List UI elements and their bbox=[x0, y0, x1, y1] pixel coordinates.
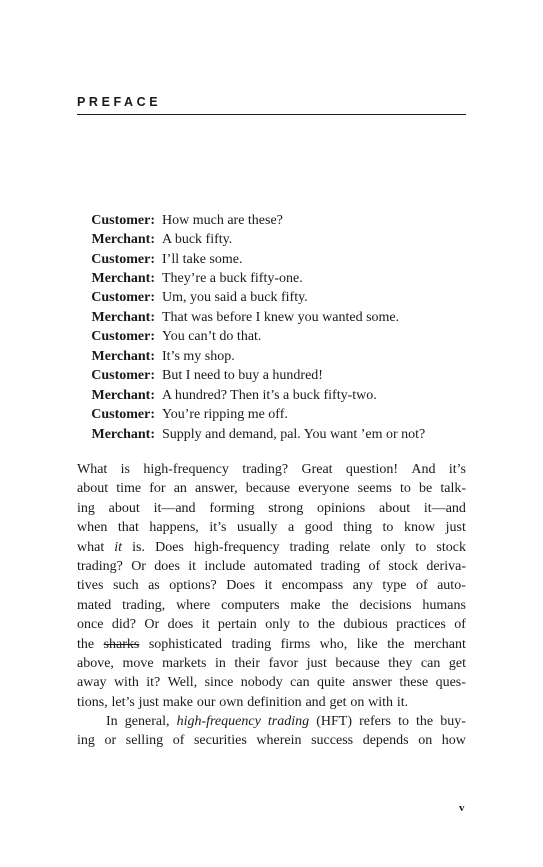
word: pertain bbox=[217, 617, 257, 633]
word: above, bbox=[77, 655, 114, 671]
dialogue-block bbox=[77, 211, 477, 444]
dialogue-line bbox=[77, 211, 477, 230]
word: it bbox=[264, 578, 273, 594]
word: for bbox=[149, 481, 166, 497]
word: options? bbox=[169, 578, 217, 594]
word: good bbox=[304, 520, 333, 536]
text-line bbox=[77, 576, 466, 595]
word: securities bbox=[193, 733, 247, 749]
word: relate bbox=[339, 539, 371, 555]
word: once bbox=[77, 617, 104, 633]
word: as bbox=[148, 578, 160, 594]
word: it’s bbox=[448, 462, 466, 477]
word: the bbox=[77, 636, 95, 652]
word: it bbox=[201, 617, 210, 633]
word: trading, bbox=[122, 597, 166, 613]
word: seems bbox=[357, 481, 392, 497]
dialogue-speaker: Merchant: bbox=[91, 387, 155, 403]
word: these bbox=[399, 675, 429, 691]
word: their bbox=[234, 655, 261, 671]
body-text bbox=[77, 460, 466, 751]
word: refers bbox=[359, 714, 391, 730]
dialogue-line bbox=[77, 367, 477, 386]
dialogue-text: You’re ripping me off. bbox=[162, 407, 288, 423]
word: deriva- bbox=[426, 558, 466, 574]
text-line bbox=[77, 731, 466, 750]
word: buy- bbox=[440, 714, 466, 730]
word: high-frequency bbox=[193, 539, 280, 555]
word: include bbox=[204, 558, 246, 574]
word: it? bbox=[146, 675, 161, 691]
dialogue-line bbox=[77, 308, 477, 327]
word: (HFT) bbox=[316, 714, 352, 730]
word: happens, bbox=[149, 520, 199, 536]
word: to bbox=[382, 520, 394, 536]
text-line bbox=[77, 538, 466, 557]
dialogue-text: It’s my shop. bbox=[162, 348, 235, 364]
word: who, bbox=[319, 636, 348, 652]
word: What bbox=[77, 462, 108, 477]
word: is bbox=[120, 462, 131, 477]
word: mated bbox=[77, 597, 112, 613]
word: the bbox=[416, 714, 434, 730]
word: forming bbox=[209, 500, 255, 516]
word: make bbox=[162, 694, 194, 710]
word: let’s bbox=[111, 694, 135, 710]
word: how bbox=[441, 733, 466, 749]
word: it. bbox=[396, 694, 409, 710]
word: ing bbox=[77, 733, 95, 749]
word: ing bbox=[77, 500, 95, 516]
word: to bbox=[398, 714, 409, 730]
word: auto- bbox=[437, 578, 466, 594]
word: just bbox=[138, 694, 159, 710]
word: ques- bbox=[435, 675, 466, 691]
word: only bbox=[380, 539, 406, 555]
word: it bbox=[188, 558, 197, 574]
word: time bbox=[116, 481, 142, 497]
dialogue-text: Um, you said a buck fifty. bbox=[162, 290, 308, 306]
word: In bbox=[106, 714, 118, 730]
word: computers bbox=[221, 597, 280, 613]
word: only bbox=[265, 617, 291, 633]
word: markets bbox=[162, 655, 207, 671]
dialogue-speaker: Customer: bbox=[91, 407, 155, 423]
word: with bbox=[368, 694, 394, 710]
word: of bbox=[415, 578, 428, 594]
word: Or bbox=[144, 617, 160, 633]
word: of bbox=[368, 558, 381, 574]
word: that bbox=[117, 520, 139, 536]
dialogue-line bbox=[77, 328, 477, 347]
text-line bbox=[77, 673, 466, 692]
word: talk- bbox=[440, 481, 466, 497]
word: it’s bbox=[209, 520, 227, 536]
word: dubious bbox=[343, 617, 388, 633]
word: encompass bbox=[281, 578, 344, 594]
word: trading bbox=[289, 539, 330, 555]
text-line bbox=[77, 557, 466, 576]
word: Does bbox=[155, 539, 184, 555]
word: the bbox=[317, 617, 335, 633]
word: to bbox=[399, 481, 411, 497]
emphasized-word: trading bbox=[267, 714, 310, 730]
word: about bbox=[77, 481, 109, 497]
word: does bbox=[167, 617, 194, 633]
word: usually bbox=[236, 520, 278, 536]
struck-word: sharks bbox=[103, 636, 140, 652]
text-line bbox=[77, 712, 466, 731]
text-line bbox=[77, 654, 466, 673]
page-number: v bbox=[459, 802, 465, 814]
dialogue-text: But I need to buy a hundred! bbox=[162, 368, 323, 384]
dialogue-line bbox=[77, 250, 477, 269]
word: the bbox=[387, 636, 405, 652]
dialogue-line bbox=[77, 425, 477, 444]
dialogue-speaker: Customer: bbox=[91, 290, 155, 306]
dialogue-speaker: Merchant: bbox=[91, 426, 155, 442]
word: any bbox=[352, 578, 373, 594]
dialogue-text: A hundred? Then it’s a buck fifty-two. bbox=[162, 387, 377, 403]
word: stock bbox=[436, 539, 466, 555]
word: on bbox=[418, 733, 433, 749]
word: get bbox=[448, 655, 466, 671]
word: general, bbox=[124, 714, 170, 730]
dialogue-line bbox=[77, 405, 477, 424]
word: everyone bbox=[298, 481, 350, 497]
dialogue-speaker: Customer: bbox=[91, 368, 155, 384]
text-line bbox=[77, 693, 466, 712]
word: or bbox=[104, 733, 117, 749]
dialogue-speaker: Customer: bbox=[91, 329, 155, 345]
word: decisions bbox=[359, 597, 412, 613]
word: And bbox=[411, 462, 436, 477]
word: answer bbox=[352, 675, 393, 691]
dialogue-line bbox=[77, 347, 477, 366]
word: tives bbox=[77, 578, 104, 594]
section-header bbox=[77, 95, 466, 115]
word: like bbox=[356, 636, 378, 652]
word: where bbox=[176, 597, 211, 613]
dialogue-text: How much are these? bbox=[162, 212, 283, 228]
word: trading? bbox=[77, 558, 123, 574]
word: about bbox=[379, 500, 411, 516]
word: since bbox=[204, 675, 234, 691]
word: does bbox=[154, 558, 180, 574]
word: it—and bbox=[153, 500, 196, 516]
text-line bbox=[77, 518, 466, 537]
word: thing bbox=[343, 520, 373, 536]
word: they bbox=[388, 655, 413, 671]
word: of bbox=[172, 733, 185, 749]
text-line bbox=[77, 460, 466, 479]
word: trading? bbox=[242, 462, 289, 477]
word: of bbox=[454, 617, 466, 633]
word: away bbox=[77, 675, 107, 691]
dialogue-speaker: Merchant: bbox=[91, 309, 155, 325]
word: selling bbox=[125, 733, 164, 749]
emphasized-word: high-frequency bbox=[176, 714, 261, 730]
word: wherein bbox=[256, 733, 302, 749]
word: stock bbox=[388, 558, 419, 574]
dialogue-speaker: Merchant: bbox=[91, 348, 155, 364]
dialogue-text: A buck fifty. bbox=[162, 232, 233, 248]
word: own bbox=[219, 694, 244, 710]
word: move bbox=[122, 655, 154, 671]
word: type bbox=[382, 578, 407, 594]
word: the bbox=[331, 597, 349, 613]
word: strong bbox=[268, 500, 304, 516]
word: is. bbox=[132, 539, 145, 555]
word: such bbox=[112, 578, 139, 594]
dialogue-speaker: Merchant: bbox=[91, 271, 155, 287]
word: a bbox=[287, 520, 295, 536]
word: it—and bbox=[423, 500, 466, 516]
dialogue-line bbox=[77, 269, 477, 288]
word: tions, bbox=[77, 694, 108, 710]
word: Well, bbox=[167, 675, 198, 691]
word: Does bbox=[226, 578, 255, 594]
text-line bbox=[77, 635, 466, 654]
emphasized-word: it bbox=[114, 539, 123, 555]
word: answer, bbox=[195, 481, 238, 497]
word: quite bbox=[316, 675, 345, 691]
word: depends bbox=[362, 733, 409, 749]
word: and bbox=[305, 694, 326, 710]
word: humans bbox=[422, 597, 466, 613]
word: firms bbox=[280, 636, 311, 652]
dialogue-speaker: Customer: bbox=[91, 251, 155, 267]
word: high-frequency bbox=[143, 462, 229, 477]
word: favor bbox=[268, 655, 299, 671]
text-line bbox=[77, 615, 466, 634]
word: Great bbox=[301, 462, 333, 477]
dialogue-line bbox=[77, 230, 477, 249]
page-title: PREFACE bbox=[77, 95, 162, 109]
text-line bbox=[77, 479, 466, 498]
dialogue-text: Supply and demand, pal. You want ’em or not? bbox=[162, 426, 426, 442]
word: opinions bbox=[317, 500, 366, 516]
word: can bbox=[420, 655, 441, 671]
word: because bbox=[245, 481, 291, 497]
word: to bbox=[415, 539, 427, 555]
word: to bbox=[298, 617, 310, 633]
word: sophisticated bbox=[148, 636, 222, 652]
word: can bbox=[290, 675, 310, 691]
word: definition bbox=[247, 694, 302, 710]
dialogue-text: You can’t do that. bbox=[162, 329, 262, 345]
word: know bbox=[403, 520, 436, 536]
word: on bbox=[350, 694, 365, 710]
dialogue-line bbox=[77, 289, 477, 308]
word: with bbox=[113, 675, 139, 691]
word: Or bbox=[131, 558, 146, 574]
word: just bbox=[445, 520, 466, 536]
word: question! bbox=[345, 462, 398, 477]
word: get bbox=[329, 694, 347, 710]
word: because bbox=[335, 655, 380, 671]
dialogue-speaker: Merchant: bbox=[91, 232, 155, 248]
word: trading bbox=[231, 636, 272, 652]
word: an bbox=[173, 481, 187, 497]
word: make bbox=[290, 597, 321, 613]
word: in bbox=[214, 655, 226, 671]
word: what bbox=[77, 539, 105, 555]
word: practices bbox=[396, 617, 446, 633]
dialogue-text: That was before I knew you wanted some. bbox=[162, 309, 400, 325]
dialogue-text: I’ll take some. bbox=[162, 251, 243, 267]
word: success bbox=[311, 733, 354, 749]
word: just bbox=[306, 655, 327, 671]
word: be bbox=[419, 481, 433, 497]
word: nobody bbox=[240, 675, 283, 691]
word: automated bbox=[253, 558, 313, 574]
dialogue-speaker: Customer: bbox=[91, 212, 155, 228]
word: did? bbox=[111, 617, 136, 633]
dialogue-line bbox=[77, 386, 477, 405]
word: our bbox=[196, 694, 216, 710]
word: merchant bbox=[413, 636, 466, 652]
dialogue-text: They’re a buck fifty-one. bbox=[162, 271, 303, 287]
word: about bbox=[108, 500, 140, 516]
text-line bbox=[77, 596, 466, 615]
text-line bbox=[77, 499, 466, 518]
word: when bbox=[77, 520, 108, 536]
word: trading bbox=[320, 558, 361, 574]
